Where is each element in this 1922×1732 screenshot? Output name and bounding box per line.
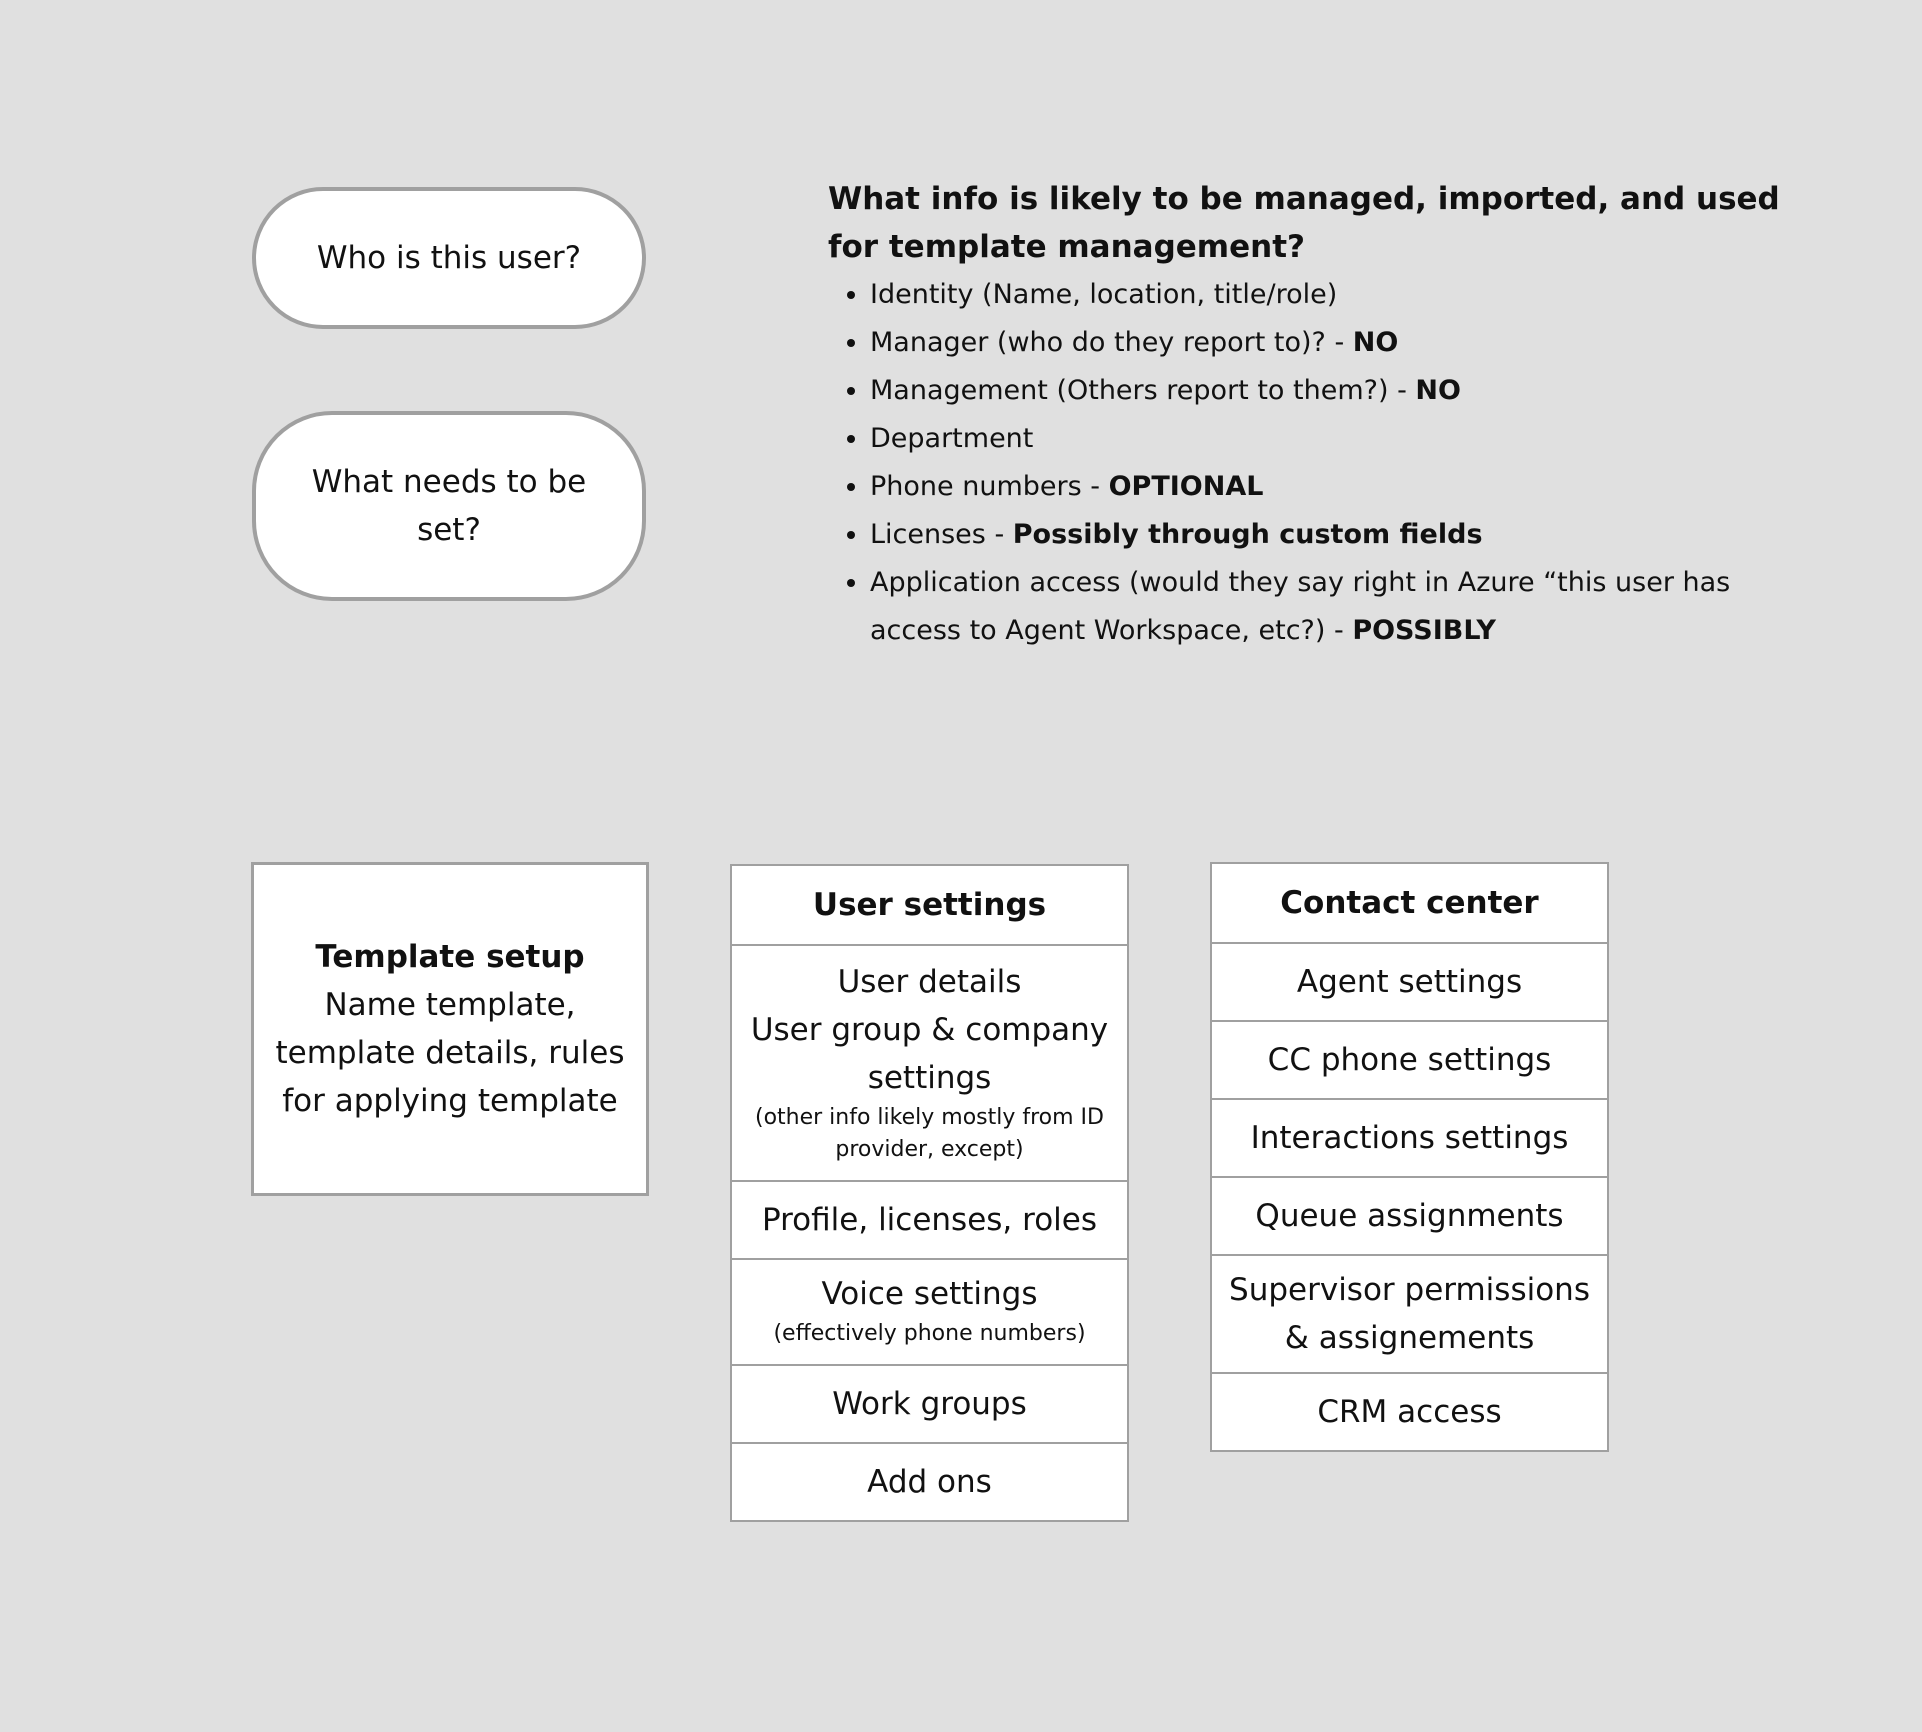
supervisor-permissions-cell: Supervisor permissions & assignements xyxy=(1212,1254,1607,1372)
user-group-label: User group & company settings xyxy=(750,1012,1109,1096)
add-ons-cell: Add ons xyxy=(732,1442,1127,1520)
notes-heading: What info is likely to be managed, imported, and used for template management? xyxy=(828,181,1780,265)
user-details-note: (other info likely mostly from ID provider, except) xyxy=(754,1105,1104,1162)
agent-settings-cell: Agent settings xyxy=(1212,942,1607,1020)
notes-item: • Manager (who do they report to)? - NO xyxy=(870,319,1828,367)
interactions-settings-cell: Interactions settings xyxy=(1212,1098,1607,1176)
user-details-label: User details xyxy=(837,964,1022,1000)
notes-item: • Identity (Name, location, title/role) xyxy=(870,271,1828,319)
user-settings-header: User settings xyxy=(812,887,1047,923)
notes-item: • Phone numbers - OPTIONAL xyxy=(870,463,1828,511)
notes-item: • Management (Others report to them?) - NO xyxy=(870,367,1828,415)
who-is-this-user-label: Who is this user? xyxy=(316,240,582,276)
profile-licenses-roles-cell: Profile, licenses, roles xyxy=(732,1180,1127,1258)
voice-settings-cell xyxy=(732,1258,1127,1364)
contact-center-header: Contact center xyxy=(1280,885,1539,921)
template-setup-box xyxy=(251,862,649,1196)
info-notes xyxy=(828,175,1828,655)
notes-list xyxy=(828,271,1828,655)
contact-center-stack xyxy=(1210,862,1609,1452)
notes-item: • Application access (would they say right in Azure “this user has access to Agent Workspace, etc?) - POSSIBLY xyxy=(870,559,1828,655)
crm-access-cell: CRM access xyxy=(1212,1372,1607,1450)
queue-assignments-cell: Queue assignments xyxy=(1212,1176,1607,1254)
notes-item: • Department xyxy=(870,415,1828,463)
voice-settings-label: Voice settings xyxy=(821,1276,1038,1312)
template-setup-body: Name template, template details, rules for applying template xyxy=(275,987,625,1119)
template-setup-title: Template setup xyxy=(315,939,585,975)
user-details-cell xyxy=(732,944,1127,1180)
what-needs-to-be-set-node xyxy=(252,411,646,601)
cc-phone-settings-cell: CC phone settings xyxy=(1212,1020,1607,1098)
notes-item: • Licenses - Possibly through custom fields xyxy=(870,511,1828,559)
user-settings-stack xyxy=(730,864,1129,1522)
work-groups-cell: Work groups xyxy=(732,1364,1127,1442)
what-needs-to-be-set-label: What needs to be set? xyxy=(311,464,587,548)
voice-settings-note: (effectively phone numbers) xyxy=(773,1321,1086,1346)
who-is-this-user-node xyxy=(252,187,646,329)
